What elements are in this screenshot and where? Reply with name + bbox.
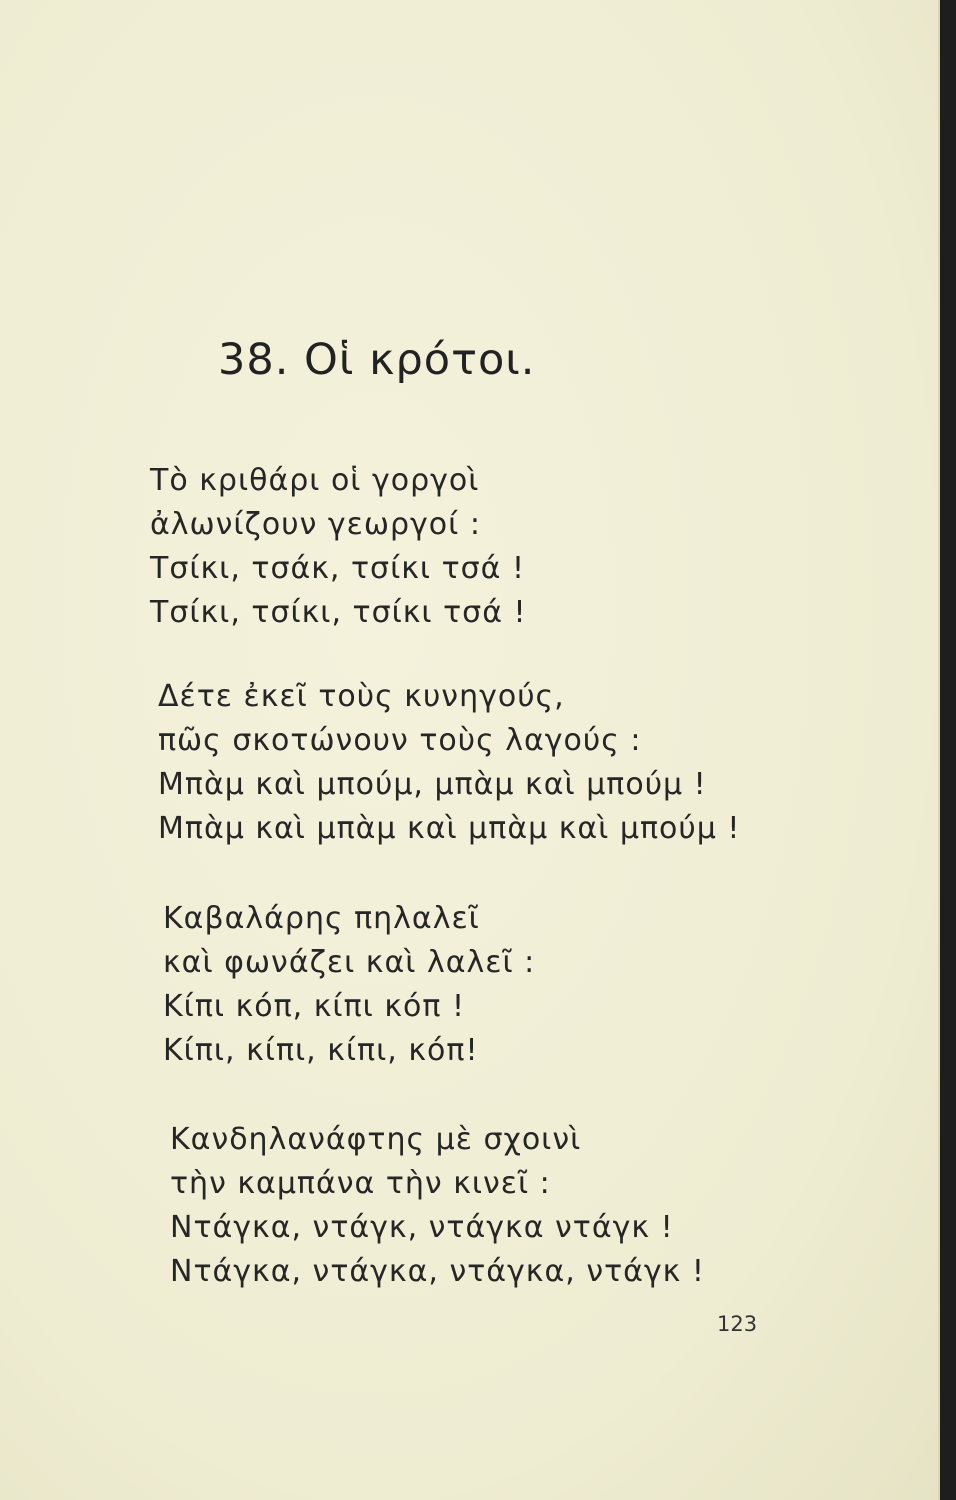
poem-line: Κίπι κόπ, κίπι κόπ ! [163, 989, 465, 1024]
poem-line: Τσίκι, τσάκ, τσίκι τσά ! [150, 551, 526, 586]
poem-line: Ντάγκα, ντάγκ, ντάγκα ντάγκ ! [170, 1210, 674, 1245]
poem-line: ἀλωνίζουν γεωργοί : [150, 507, 481, 542]
poem-line: Τσίκι, τσίκι, τσίκι τσά ! [150, 595, 527, 630]
poem-title: 38. Οἱ κρότοι. [218, 335, 536, 385]
page-number: 123 [717, 1312, 758, 1336]
stanza-2 [158, 675, 740, 851]
poem-line: τὴν καμπάνα τὴν κινεῖ : [170, 1166, 551, 1201]
poem-line: Δέτε ἐκεῖ τοὺς κυνηγούς, [158, 679, 565, 714]
stanza-1 [150, 459, 527, 635]
stanza-3 [163, 897, 535, 1073]
poem-line: πῶς σκοτώνουν τοὺς λαγούς : [158, 723, 642, 758]
poem-line: Μπὰμ καὶ μπὰμ καὶ μπὰμ καὶ μπούμ ! [158, 811, 741, 846]
poem-line: Ντάγκα, ντάγκα, ντάγκα, ντάγκ ! [170, 1254, 705, 1289]
stanza-4 [170, 1118, 705, 1294]
poem-line: Καβαλάρης πηλαλεῖ [163, 901, 480, 936]
poem-line: Τὸ κριθάρι οἱ γοργοὶ [150, 463, 480, 498]
poem-line: Μπὰμ καὶ μπούμ, μπὰμ καὶ μπούμ ! [158, 767, 707, 802]
poem-line: Κίπι, κίπι, κίπι, κόπ! [163, 1033, 479, 1068]
poem-line: καὶ φωνάζει καὶ λαλεῖ : [163, 945, 536, 980]
poem-line: Κανδηλανάφτης μὲ σχοινὶ [170, 1122, 582, 1157]
